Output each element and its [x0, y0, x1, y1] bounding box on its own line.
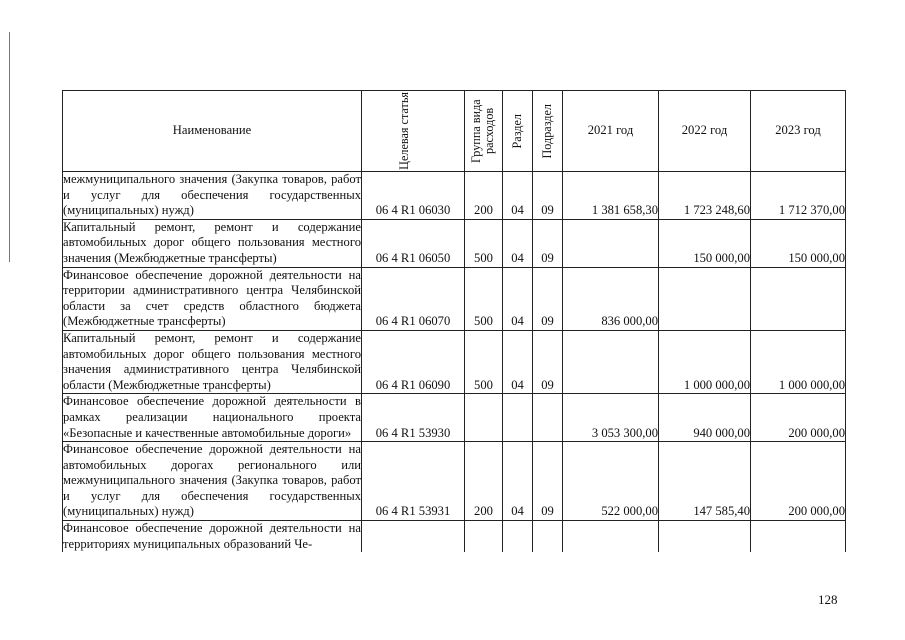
header-target-article: Целевая статья: [397, 92, 411, 170]
row-target-article: [362, 521, 465, 553]
row-section: [503, 521, 533, 553]
row-amount-2022: [659, 267, 751, 330]
table-row: [63, 172, 846, 220]
row-amount-2021: 836 000,00: [563, 267, 659, 330]
table-row: [63, 442, 846, 521]
row-target-article: 06 4 R1 53931: [362, 442, 465, 521]
row-subsection: 09: [533, 330, 563, 393]
row-section: 04: [503, 330, 533, 393]
row-target-article: 06 4 R1 06050: [362, 219, 465, 267]
row-expense-group: [465, 521, 503, 553]
row-section: [503, 394, 533, 442]
row-expense-group: 200: [465, 172, 503, 220]
row-amount-2023: 1 712 370,00: [751, 172, 846, 220]
table-row: [63, 219, 846, 267]
table-row: [63, 394, 846, 442]
header-subsection-cell: [533, 91, 563, 172]
row-amount-2021: 1 381 658,30: [563, 172, 659, 220]
row-amount-2023: 200 000,00: [751, 442, 846, 521]
row-amount-2021: [563, 219, 659, 267]
header-name: Наименование: [63, 91, 362, 172]
row-subsection: 09: [533, 219, 563, 267]
row-amount-2023: 200 000,00: [751, 394, 846, 442]
row-amount-2021: [563, 521, 659, 553]
row-section: 04: [503, 442, 533, 521]
table-row: [63, 267, 846, 330]
row-amount-2022: 940 000,00: [659, 394, 751, 442]
row-section: 04: [503, 219, 533, 267]
table-header-row: [63, 91, 846, 172]
row-expense-group: 200: [465, 442, 503, 521]
header-year-2021: 2021 год: [563, 91, 659, 172]
row-name: межмуниципального значения (Закупка товаров, работ и услуг для обеспечения государственных (муниципальных) нужд): [63, 172, 362, 220]
row-amount-2022: [659, 521, 751, 553]
row-name: Финансовое обеспечение дорожной деятельности на территории административного центра Челябинской области за счет средств областного бюджета (Межбюджетные трансферты): [63, 267, 362, 330]
row-name: Финансовое обеспечение дорожной деятельности на территориях муниципальных образований Че-: [63, 521, 361, 551]
row-expense-group: 500: [465, 219, 503, 267]
row-amount-2023: [751, 521, 846, 553]
row-expense-group: 500: [465, 330, 503, 393]
page-number: 128: [818, 592, 838, 607]
row-amount-2021: 522 000,00: [563, 442, 659, 521]
row-name: Финансовое обеспечение дорожной деятельности на автомобильных дорогах регионального или межмуниципального значения (Закупка товаров, работ и услуг для обеспечения государственных (муниципальных) нужд): [63, 442, 362, 521]
header-expense-group: Группа вида расходов: [468, 99, 496, 163]
row-name: Финансовое обеспечение дорожной деятельности в рамках реализации национального проекта «Безопасные и качественные автомобильные дороги»: [63, 394, 362, 442]
table-row: [63, 521, 846, 553]
row-subsection: 09: [533, 172, 563, 220]
row-amount-2022: 1 723 248,60: [659, 172, 751, 220]
row-section: 04: [503, 267, 533, 330]
row-target-article: 06 4 R1 06030: [362, 172, 465, 220]
row-amount-2023: 1 000 000,00: [751, 330, 846, 393]
page-margin-line: [9, 32, 10, 262]
row-amount-2021: 3 053 300,00: [563, 394, 659, 442]
header-expense-group-cell: [465, 91, 503, 172]
header-subsection: Подраздел: [540, 103, 554, 159]
row-expense-group: [465, 394, 503, 442]
row-subsection: 09: [533, 267, 563, 330]
row-subsection: [533, 394, 563, 442]
row-amount-2022: 1 000 000,00: [659, 330, 751, 393]
row-target-article: 06 4 R1 06070: [362, 267, 465, 330]
row-name: Капитальный ремонт, ремонт и содержание автомобильных дорог общего пользования местного значения (Межбюджетные трансферты): [63, 219, 362, 267]
row-section: 04: [503, 172, 533, 220]
header-section: Раздел: [510, 113, 524, 149]
row-subsection: 09: [533, 442, 563, 521]
budget-table-wrapper: [62, 90, 846, 552]
row-name: Капитальный ремонт, ремонт и содержание автомобильных дорог общего пользования местного значения административного центра Челябинской области (Межбюджетные трансферты): [63, 330, 362, 393]
header-year-2023: 2023 год: [751, 91, 846, 172]
row-amount-2021: [563, 330, 659, 393]
row-target-article: 06 4 R1 53930: [362, 394, 465, 442]
row-target-article: 06 4 R1 06090: [362, 330, 465, 393]
row-amount-2023: 150 000,00: [751, 219, 846, 267]
row-amount-2023: [751, 267, 846, 330]
header-target-article-cell: [362, 91, 465, 172]
row-expense-group: 500: [465, 267, 503, 330]
header-section-cell: [503, 91, 533, 172]
row-amount-2022: 147 585,40: [659, 442, 751, 521]
row-subsection: [533, 521, 563, 553]
header-year-2022: 2022 год: [659, 91, 751, 172]
table-row: [63, 330, 846, 393]
row-amount-2022: 150 000,00: [659, 219, 751, 267]
budget-table: [62, 90, 846, 552]
